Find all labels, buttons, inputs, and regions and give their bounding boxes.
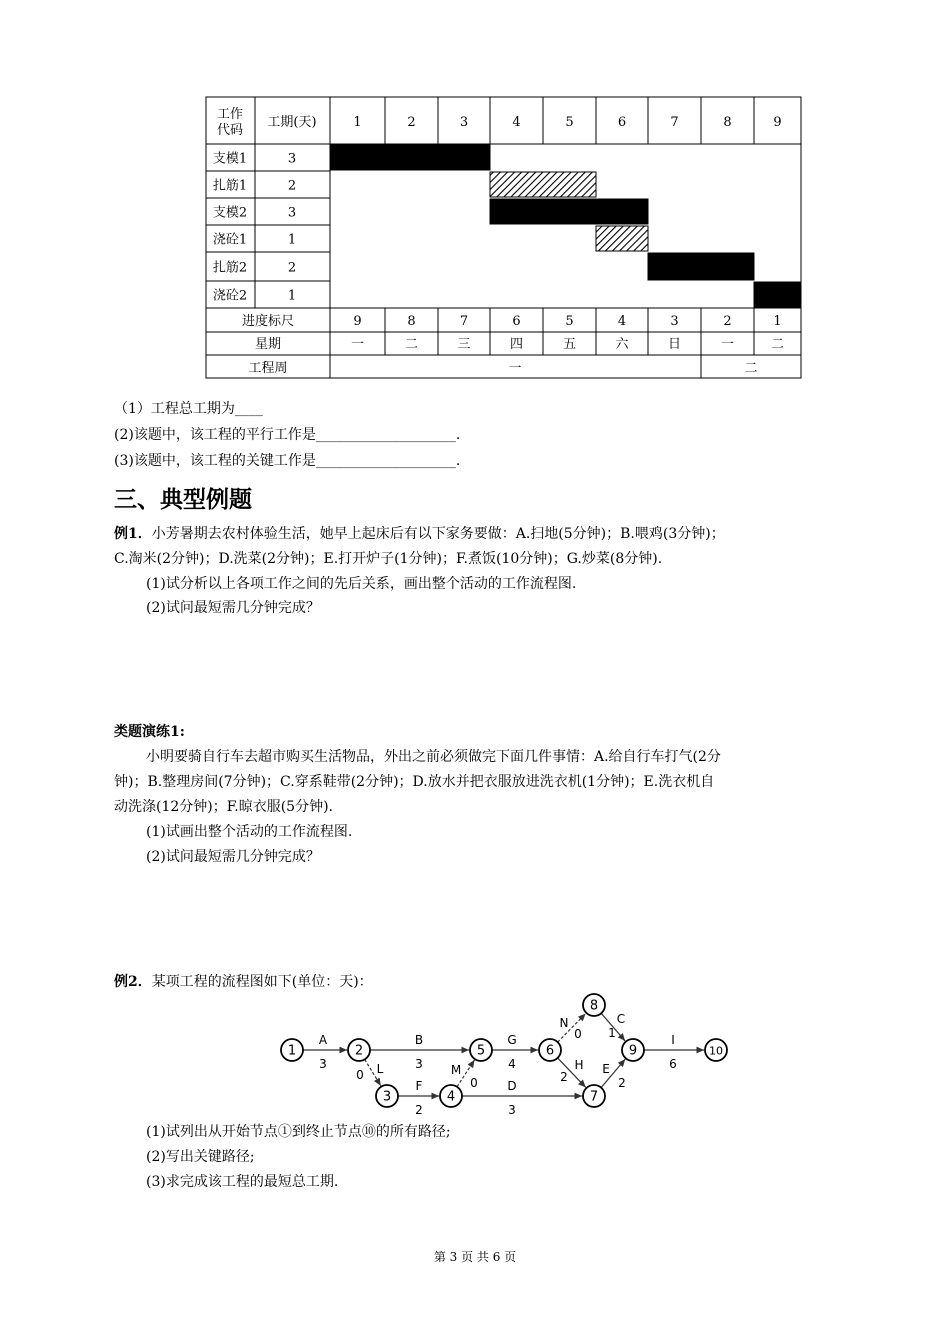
edge-weight: 2 [618, 1076, 626, 1090]
gantt-chart [0, 0, 950, 390]
scale-cell: 5 [565, 314, 574, 329]
example1-label: 例1． [114, 526, 152, 542]
practice1-line3: 动洗涤(12分钟)；F.晾衣服(5分钟). [114, 799, 334, 815]
edge-name: M [450, 1063, 462, 1077]
edge-name: H [574, 1058, 584, 1072]
node-label: 6 [545, 1043, 555, 1059]
network-diagram [0, 990, 950, 1120]
edge-name: G [507, 1033, 517, 1047]
edge-name: B [414, 1033, 424, 1047]
question-1-1: （1）工程总工期为____ [114, 401, 263, 417]
example1-q1: (1)试分析以上各项工作之间的先后关系，画出整个活动的工作流程图. [146, 576, 577, 592]
edge-name: N [559, 1016, 569, 1030]
scale-cell: 8 [407, 314, 416, 329]
weekday-label: 星期 [254, 337, 282, 352]
day-header: 4 [512, 115, 521, 130]
week-2: 二 [744, 361, 758, 376]
day-header: 2 [407, 115, 416, 130]
day-header: 9 [773, 115, 782, 130]
task-name: 扎筋2 [212, 260, 248, 276]
week-label: 工程周 [248, 361, 288, 376]
node-label: 10 [709, 1044, 723, 1058]
day-header: 6 [617, 115, 627, 130]
header-code-line1: 工作 [216, 107, 244, 122]
node-label: 4 [446, 1089, 456, 1105]
weekday-cell: 二 [770, 337, 785, 352]
weekday-cell: 一 [720, 337, 735, 352]
example1-line1: 小芳暑期去农村体验生活，她早上起床后有以下家务要做：A.扫地(5分钟)；B.喂鸡(3分钟)； [151, 526, 725, 542]
edge-weight: 2 [415, 1103, 423, 1117]
edge-weight: 3 [319, 1057, 327, 1071]
node-label: 3 [382, 1089, 392, 1105]
practice1-q1: (1)试画出整个活动的工作流程图. [146, 824, 353, 840]
question-1-2: (2)该题中，该工程的平行工作是____________________. [114, 427, 461, 443]
task-name: 扎筋1 [212, 178, 248, 194]
practice1-line1: 小明要骑自行车去超市购买生活物品，外出之前必须做完下面几件事情：A.给自行车打气(2分 [146, 749, 721, 765]
example2-label: 例2． [114, 974, 152, 990]
day-header: 7 [670, 115, 679, 130]
task-duration: 2 [287, 260, 297, 276]
task-name: 支模2 [212, 205, 248, 221]
edge-weight: 2 [560, 1070, 568, 1084]
task-bar [596, 226, 648, 251]
page-footer: 第 3 页 共 6 页 [433, 1250, 517, 1264]
task-bar [330, 145, 490, 170]
edge-name: F [415, 1079, 423, 1093]
node-label: 5 [476, 1043, 486, 1059]
edge-name: D [507, 1079, 517, 1093]
practice1-line2: 钟)；B.整理房间(7分钟)；C.穿系鞋带(2分钟)；D.放水并把衣服放进洗衣机(1分钟)；E.洗衣机自 [114, 774, 715, 790]
edge-name: E [602, 1062, 610, 1076]
edge-weight: 6 [669, 1057, 677, 1071]
task-name: 浇砼2 [212, 288, 248, 304]
node-label: 8 [589, 998, 599, 1014]
week-1: 一 [508, 361, 522, 376]
task-bar [754, 282, 801, 307]
weekday-cell: 一 [350, 337, 365, 352]
scale-cell: 6 [512, 314, 521, 329]
node-label: 9 [628, 1043, 638, 1059]
edge-weight: 0 [356, 1068, 364, 1082]
example2-q1: (1)试列出从开始节点①到终止节点⑩的所有路径; [146, 1124, 451, 1140]
example1-line2: C.淘米(2分钟)；D.洗菜(2分钟)；E.打开炉子(1分钟)；F.煮饭(10分钟)；G.炒菜(8分钟). [114, 551, 663, 567]
example2-intro: 某项工程的流程图如下(单位：天)： [151, 974, 373, 990]
scale-cell: 4 [617, 314, 627, 329]
task-name: 浇砼1 [212, 232, 248, 248]
task-bar [648, 253, 754, 280]
edge-weight: 1 [608, 1026, 616, 1040]
edge-weight: 3 [508, 1103, 516, 1117]
header-code-line2: 代码 [216, 123, 244, 138]
edge-name: I [671, 1033, 675, 1047]
day-header: 3 [459, 115, 469, 130]
example1-q2: (2)试问最短需几分钟完成？ [146, 600, 320, 616]
weekday-cell: 三 [457, 337, 471, 352]
task-duration: 3 [287, 151, 297, 167]
scale-cell: 2 [723, 314, 732, 329]
example2-q3: (3)求完成该工程的最短总工期. [146, 1174, 339, 1190]
scale-cell: 1 [773, 314, 782, 329]
task-duration: 2 [287, 178, 297, 194]
weekday-cell: 四 [509, 337, 524, 352]
question-1-3: (3)该题中，该工程的关键工作是____________________. [114, 453, 461, 469]
task-duration: 1 [287, 288, 297, 304]
scale-cell: 3 [670, 314, 679, 329]
weekday-cell: 二 [404, 337, 419, 352]
scale-label: 进度标尺 [241, 314, 295, 329]
node-label: 1 [287, 1043, 297, 1059]
edge-name: C [616, 1012, 626, 1026]
edge-name: L [376, 1062, 384, 1076]
day-header: 8 [723, 115, 732, 130]
task-name: 支模1 [212, 151, 248, 167]
day-header: 5 [565, 115, 574, 130]
edge-name: A [318, 1033, 328, 1047]
weekday-cell: 六 [615, 337, 629, 352]
day-header: 1 [353, 115, 362, 130]
header-duration: 工期(天) [267, 115, 317, 130]
edge-weight: 0 [574, 1027, 582, 1041]
task-bar [490, 172, 596, 197]
practice1-q2: (2)试问最短需几分钟完成？ [146, 849, 320, 865]
edge-weight: 0 [470, 1076, 478, 1090]
section-title: 三、典型例题 [114, 487, 252, 513]
practice1-label: 类题演练1: [114, 724, 185, 740]
task-bar [490, 199, 648, 224]
example2-q2: (2)写出关键路径; [146, 1149, 255, 1165]
scale-cell: 7 [459, 314, 469, 329]
node-label: 7 [589, 1089, 599, 1105]
scale-cell: 9 [353, 314, 362, 329]
edge-weight: 3 [415, 1057, 423, 1071]
task-duration: 3 [287, 205, 297, 221]
node-label: 2 [354, 1043, 364, 1059]
edge-weight: 4 [508, 1057, 516, 1071]
weekday-cell: 五 [562, 337, 577, 352]
task-duration: 1 [287, 232, 297, 248]
weekday-cell: 日 [667, 337, 682, 352]
